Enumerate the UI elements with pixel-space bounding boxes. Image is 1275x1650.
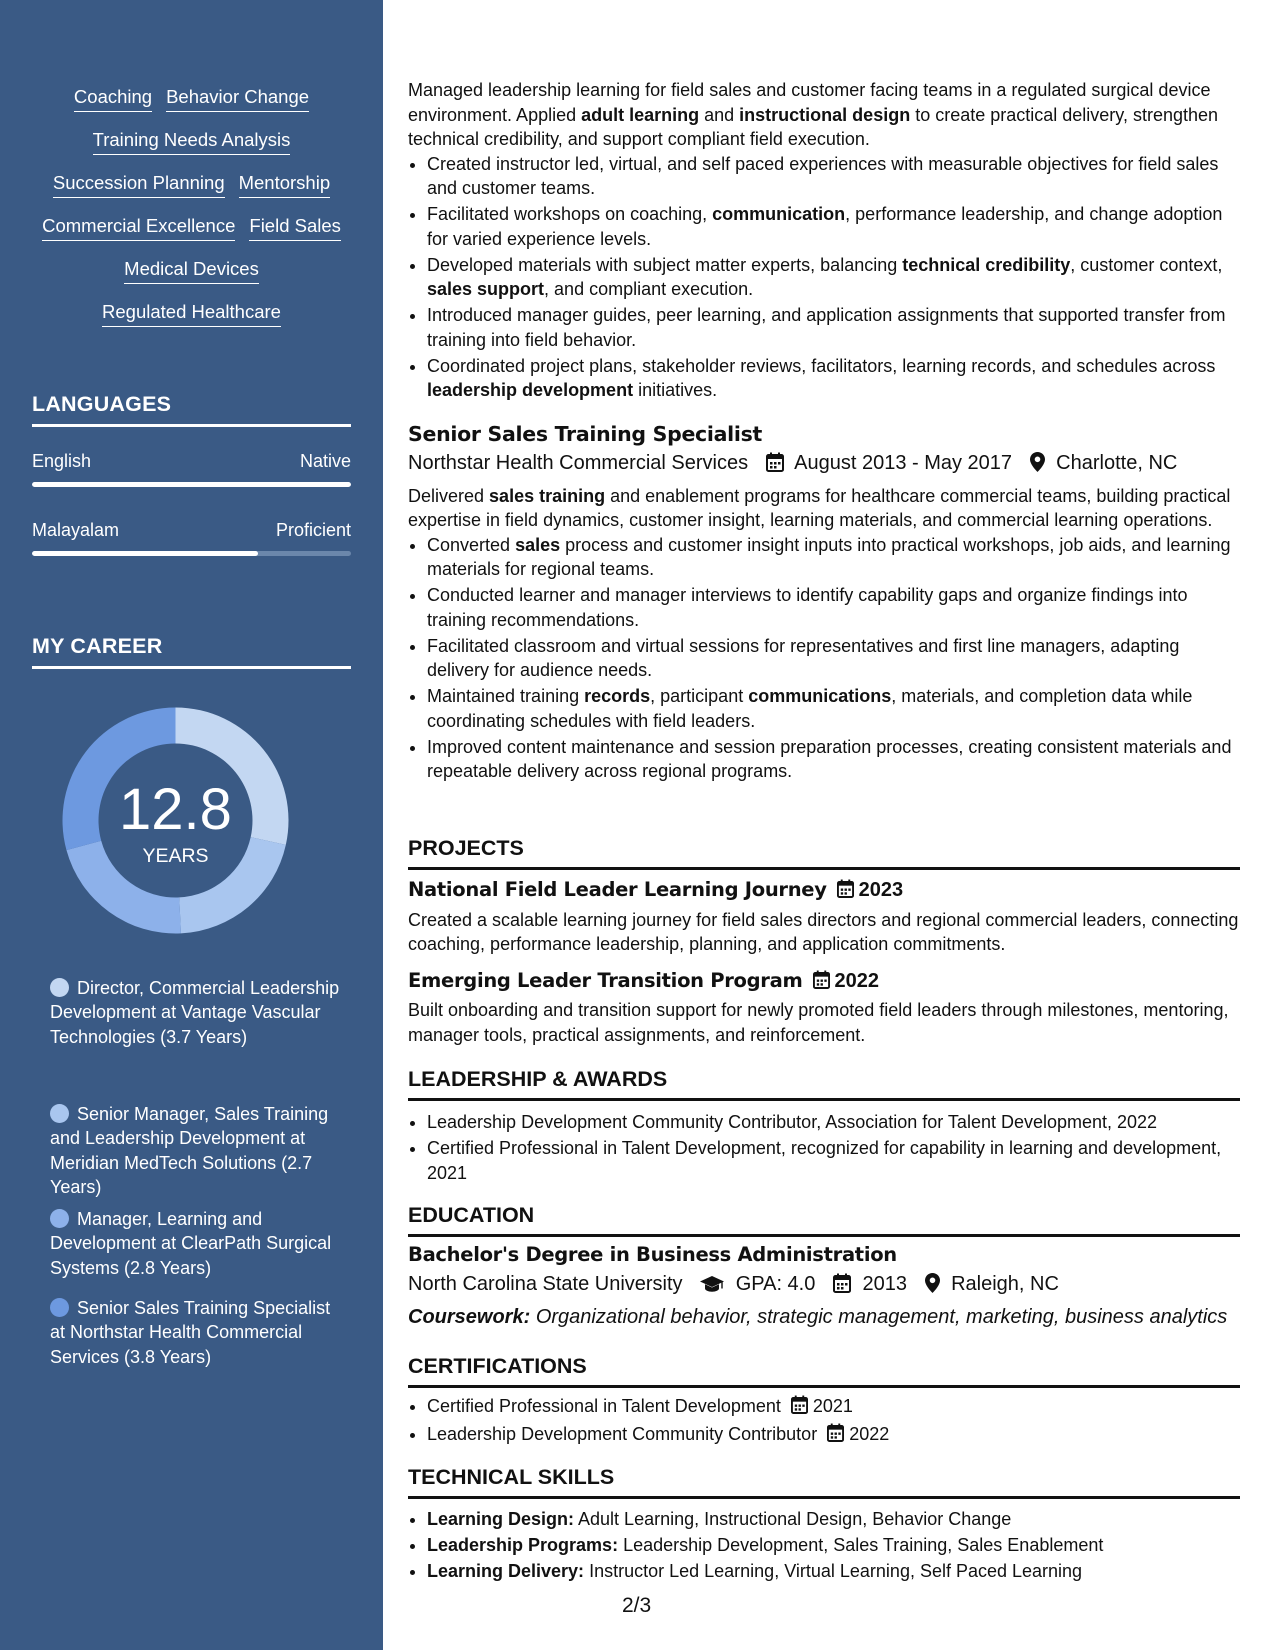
degree: Bachelor's Degree in Business Administration	[408, 1243, 897, 1266]
language-bar-track	[32, 551, 351, 556]
award-item: • Leadership Development Community Contributor, Association for Talent Development, 2022	[427, 1110, 1240, 1135]
career-legend-dot	[50, 1298, 69, 1317]
skill-tag-row	[0, 215, 383, 241]
certification-year: 2021	[812, 1396, 853, 1416]
project-item	[408, 969, 1240, 1048]
language-name: English	[32, 451, 92, 471]
skill-tag: Behavior Change	[166, 86, 309, 112]
skill-item	[427, 1559, 1240, 1584]
career-legend-dot	[50, 978, 69, 997]
job-bullet: • Conducted learner and manager interviews to identify capability gaps and organize findings into training recommendations.	[427, 583, 1240, 632]
job-meta	[408, 449, 1240, 480]
calendar-icon	[827, 1423, 844, 1449]
job-block	[408, 422, 1240, 785]
graduation-cap-icon	[700, 1273, 724, 1301]
job-summary: Delivered sales training and enablement programs for healthcare commercial teams, building practical expertise in field dynamics, customer insight, learning materials, and commercial learning operations.	[408, 485, 1231, 530]
career-item	[50, 1296, 350, 1369]
award-item: • Certified Professional in Talent Development, recognized for capability in learning and development, 2021	[427, 1136, 1240, 1185]
calendar-icon	[833, 1273, 851, 1301]
project-description: Created a scalable learning journey for field sales directors and regional commercial leaders, connecting coaching, performance leadership, planning, and application commitments.	[408, 909, 1239, 954]
career-item	[50, 976, 350, 1049]
certification-item	[427, 1422, 1240, 1449]
career-legend-dot	[50, 1104, 69, 1123]
certification-item	[427, 1394, 1240, 1421]
coursework	[408, 1303, 1240, 1331]
career-item-text: Senior Manager, Sales Training and Leadership Development at Meridian MedTech Solutions (2.7 Years)	[50, 1104, 329, 1197]
career-item	[50, 1207, 350, 1280]
language-level: Proficient	[275, 520, 351, 540]
certification-name: Leadership Development Community Contributor	[427, 1424, 818, 1444]
languages-heading: LANGUAGES	[32, 392, 351, 427]
role-bullet: • Facilitated workshops on coaching, communication, performance leadership, and change adoption for varied experience levels.	[427, 202, 1240, 251]
job-bullet: • Facilitated classroom and virtual sessions for representatives and first line managers, adapting delivery for audience needs.	[427, 634, 1240, 683]
skill-tag: Field Sales	[249, 215, 341, 241]
skill-tag: Commercial Excellence	[42, 215, 235, 241]
certification-year: 2022	[849, 1424, 890, 1444]
skill-tag: Regulated Healthcare	[102, 301, 281, 327]
skill-value: Instructor Led Learning, Virtual Learning, Self Paced Learning	[589, 1561, 1083, 1581]
coursework-label: Coursework:	[408, 1305, 531, 1328]
education-meta	[408, 1270, 1240, 1301]
career-donut-chart	[62, 707, 289, 934]
skills-heading: TECHNICAL SKILLS	[408, 1465, 1240, 1499]
career-legend-dot	[50, 1209, 69, 1228]
career-unit: YEARS	[142, 845, 209, 867]
location-pin-icon	[1030, 452, 1045, 480]
skill-label: Learning Delivery:	[427, 1561, 585, 1581]
project-title: Emerging Leader Transition Program	[408, 968, 803, 992]
graduation-year: 2013	[862, 1272, 907, 1295]
calendar-icon	[791, 1395, 808, 1421]
page-number: 2/3	[622, 1594, 652, 1617]
skill-label: Learning Design:	[427, 1509, 575, 1529]
gpa: GPA: 4.0	[735, 1272, 816, 1295]
skill-value: Adult Learning, Instructional Design, Behavior Change	[578, 1509, 1012, 1529]
language-bar-track	[32, 482, 351, 487]
education-block	[408, 1243, 1240, 1331]
school: North Carolina State University	[408, 1272, 683, 1295]
job-title: Senior Sales Training Specialist	[408, 422, 763, 446]
calendar-icon	[837, 879, 854, 905]
language-name: Malayalam	[32, 520, 120, 540]
project-year: 2023	[858, 879, 904, 901]
project-title: National Field Leader Learning Journey	[408, 878, 827, 901]
role-bullet: • Coordinated project plans, stakeholder reviews, facilitators, learning records, and schedules across leadership development initiatives.	[427, 354, 1240, 403]
projects-heading: PROJECTS	[408, 836, 1240, 870]
project-item	[408, 878, 1240, 957]
career-item-text: Senior Sales Training Specialist at Northstar Health Commercial Services (3.8 Years)	[50, 1298, 331, 1367]
skill-tag: Training Needs Analysis	[93, 129, 291, 155]
career-item	[50, 1102, 350, 1199]
skills-block	[408, 1507, 1240, 1585]
role-summary: Managed leadership learning for field sales and customer facing teams in a regulated surgical device environment. Applied adult learning and instructional design to create practical delivery, strengthen technical credibility, and support compliant field execution.	[408, 80, 1219, 149]
awards-heading: LEADERSHIP & AWARDS	[408, 1067, 1240, 1101]
project-description: Built onboarding and transition support for newly promoted field leaders through milestones, mentoring, manager tools, practical assignments, and reinforcement.	[408, 1000, 1229, 1045]
skill-tag: Coaching	[74, 86, 152, 112]
job-location: Charlotte, NC	[1056, 451, 1178, 474]
certifications-block	[408, 1394, 1240, 1450]
calendar-icon	[813, 970, 830, 996]
certification-name: Certified Professional in Talent Development	[427, 1396, 781, 1416]
skill-tag-row	[0, 129, 383, 155]
skill-label: Leadership Programs:	[427, 1535, 619, 1555]
job-bullet: • Improved content maintenance and session preparation processes, creating consistent materials and repeatable delivery across regional programs.	[427, 735, 1240, 784]
skill-value: Leadership Development, Sales Training, Sales Enablement	[623, 1535, 1104, 1555]
certifications-heading: CERTIFICATIONS	[408, 1354, 1240, 1388]
skill-tag-row	[0, 258, 383, 284]
calendar-icon	[766, 452, 784, 480]
language-level: Native	[299, 451, 351, 471]
project-title-row	[408, 969, 1240, 996]
sidebar	[0, 0, 383, 1650]
skill-tag: Mentorship	[239, 172, 331, 198]
skill-tag: Medical Devices	[124, 258, 259, 284]
awards-block	[408, 1110, 1240, 1187]
language-bar-fill	[32, 551, 258, 556]
role-bullet: • Created instructor led, virtual, and self paced experiences with measurable objectives for field sales and customer teams.	[427, 152, 1240, 201]
skill-tag: Succession Planning	[53, 172, 225, 198]
job-dates: August 2013 - May 2017	[794, 451, 1013, 474]
role-bullet: • Developed materials with subject matter experts, balancing technical credibility, customer context, sales support, and compliant execution.	[427, 253, 1240, 302]
location-pin-icon	[925, 1273, 940, 1301]
coursework-text: Organizational behavior, strategic management, marketing, business analytics	[535, 1305, 1228, 1328]
education-location: Raleigh, NC	[951, 1272, 1059, 1295]
project-year: 2022	[834, 969, 879, 992]
job-company: Northstar Health Commercial Services	[408, 451, 749, 474]
job-bullet: • Converted sales process and customer insight inputs into practical workshops, job aids, and learning materials for regional teams.	[427, 533, 1240, 582]
skill-tag-row	[0, 172, 383, 198]
job-bullet: • Maintained training records, participant communications, materials, and completion data while coordinating schedules with field leaders.	[427, 684, 1240, 733]
skill-item	[427, 1507, 1240, 1532]
projects-list	[408, 878, 1240, 1059]
role-bullet: • Introduced manager guides, peer learning, and application assignments that supported transfer from training into field behavior.	[427, 303, 1240, 352]
career-heading: MY CAREER	[32, 634, 351, 669]
awards-list	[408, 1110, 1240, 1185]
career-item-text: Manager, Learning and Development at ClearPath Surgical Systems (2.8 Years)	[50, 1209, 332, 1278]
career-total: 12.8	[119, 777, 232, 842]
previous-role-block	[408, 78, 1240, 404]
career-item-text: Director, Commercial Leadership Development at Vantage Vascular Technologies (3.7 Years)	[50, 978, 340, 1047]
skill-tag-row	[0, 86, 383, 112]
certifications-list	[408, 1394, 1240, 1449]
skill-item	[427, 1533, 1240, 1558]
language-bar-fill	[32, 482, 351, 487]
skills-list	[408, 1507, 1240, 1584]
role-bullets	[408, 152, 1240, 403]
skill-tag-row	[0, 301, 383, 327]
education-heading: EDUCATION	[408, 1203, 1240, 1237]
project-title-row	[408, 878, 1240, 905]
job-bullets	[408, 533, 1240, 784]
